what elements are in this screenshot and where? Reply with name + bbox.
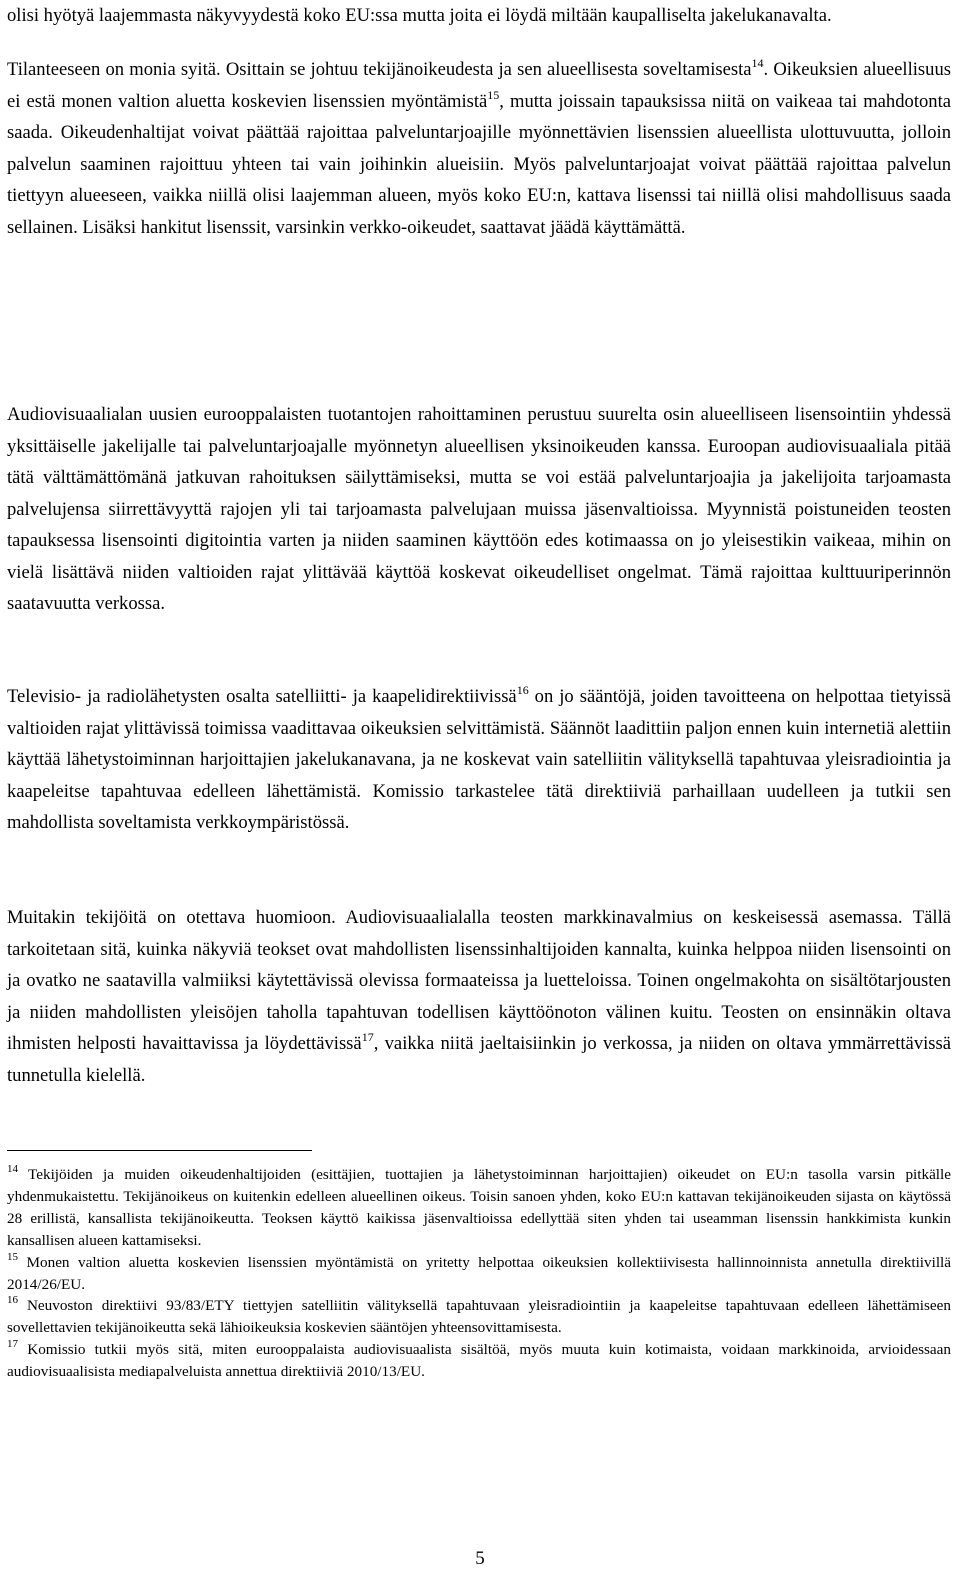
paragraph-audiovisual	[7, 399, 951, 620]
footnote-ref-14[interactable]: 14	[751, 56, 764, 70]
paragraph-text: , vaikka niitä jaeltaisiinkin jo verkossa, ja niiden on oltava ymmärrettävissä tunnetulla kielellä.	[7, 1033, 952, 1086]
paragraph-text: Tilanteeseen on monia syitä. Osittain se johtuu tekijänoikeudesta ja sen alueellisesta soveltamisesta	[7, 59, 752, 80]
footnote-number: 16	[7, 1294, 18, 1307]
footnote-17	[7, 1339, 951, 1383]
footnote-text: Neuvoston direktiivi 93/83/ETY tiettyjen satelliitin välityksellä tapahtuvaan yleisradiointiin ja kaapeleitse tapahtuvaan edelleen lähettämiseen sovellettavien tekijänoikeutta sekä lähioikeuksia koskevien sääntöjen yhteensovittamisesta.	[7, 1297, 951, 1337]
paragraph-text: . Oikeuksien alueellisuus ei estä monen valtion aluetta koskevien lisenssien myöntämistä	[7, 59, 951, 112]
footnote-number: 15	[7, 1250, 18, 1263]
paragraph-continued	[7, 0, 951, 32]
footnote-separator	[7, 1150, 312, 1151]
footnote-text: Monen valtion aluetta koskevien lisenssien myöntämistä on yritetty helpottaa oikeuksien kollektiivisesta hallinnoinnista annetulla direktiivillä 2014/26/EU.	[7, 1253, 951, 1293]
footnote-text: Komissio tutkii myös sitä, miten eurooppalaista audiovisuaalista sisältöä, myös muuta kuin kotimaista, voidaan markkinoida, arvioidessaan audiovisuaalisista mediapalveluista annettua direktiiviä 2010/13/EU.	[7, 1341, 951, 1381]
paragraph-text: on jo sääntöjä, joiden tavoitteena on helpottaa tietyissä valtioiden rajat ylittävissä toimissa vaadittavaa oikeuksien selvittämistä. Säännöt laadittiin paljon ennen kuin internetiä alettiin käyttää lähetystoiminnan harjoittajien jakelukanavana, ja ne koskevat vain satelliitin välityksellä tapahtuvaa yleisradiointia ja kaapeleitse tapahtuvaa edelleen lähettämistä. Komissio tarkastelee tätä direktiiviä parhaillaan uudelleen ja tutkii sen mahdollista soveltamista verkkoympäristössä.	[7, 686, 951, 833]
paragraph-reasons	[7, 54, 951, 243]
footnote-15	[7, 1252, 951, 1296]
paragraph-text: Muitakin tekijöitä on otettava huomioon. Audiovisuaalialalla teosten markkinavalmius on keskeisessä asemassa. Tällä tarkoitetaan sitä, kuinka näkyviä teokset ovat mahdollisten lisenssinhaltijoiden kannalta, kuinka helppoa niiden lisensointi on ja ovatko ne saatavilla valmiiksi käytettävissä olevissa formaateissa ja luetteloissa. Toinen ongelmakohta on sisältötarjousten ja niiden mahdollisten yleisöjen taholla tapahtuvan todellisen käyttöönoton välinen kuitu. Teosten on ensinnäkin oltava ihmisten helposti havaittavissa ja löydettävissä	[7, 907, 951, 1054]
paragraph-broadcasting	[7, 681, 951, 839]
paragraph-text: Audiovisuaalialan uusien eurooppalaisten tuotantojen rahoittaminen perustuu suurelta osin alueelliseen lisensointiin yhdessä yksittäiselle jakelijalle tai palveluntarjoajalle myönnetyn alueellisen yksinoikeuden kanssa. Euroopan audiovisuaaliala pitää tätä välttämättömänä jatkuvan rahoituksen säilyttämiseksi, mutta se voi estää palveluntarjoajia ja jakelijoita tarjoamasta palvelujensa siirrettävyyttä rajojen yli tai tarjoamasta palvelujaan muissa jäsenvaltioissa. Myynnistä poistuneiden teosten tapauksessa lisensointi digitointia varten ja niiden saaminen käyttöön edes kotimaassa on jo yleisestikin vaikeaa, mihin on vielä lisättävä niiden valtioiden rajat ylittävää käyttöä koskevat oikeudelliset ongelmat. Tämä rajoittaa kulttuuriperinnön saatavuutta verkossa.	[7, 404, 951, 614]
paragraph-other-factors	[7, 902, 951, 1091]
footnotes	[7, 1164, 951, 1383]
footnote-ref-16[interactable]: 16	[516, 683, 529, 697]
footnote-text: Tekijöiden ja muiden oikeudenhaltijoiden (esittäjien, tuottajien ja lähetystoiminnan harjoittajien) oikeudet on EU:n tasolla varsin pitkälle yhdenmukaistettu. Tekijänoikeus on kuitenkin edelleen alueellinen oikeus. Toisin sanoen yhden, koko EU:n kattavan tekijänoikeuden sijasta on käytössä 28 erillistä, kansallista tekijänoikeutta. Teoksen käyttö kaikissa jäsenvaltioissa edellyttää siten yhden tai useamman lisenssin hankkimista kunkin kansallisen alueen kattamiseksi.	[7, 1166, 951, 1249]
footnote-14	[7, 1164, 951, 1252]
footnote-number: 14	[7, 1163, 18, 1175]
paragraph-text: Televisio- ja radiolähetysten osalta satelliitti- ja kaapelidirektiivissä	[7, 686, 517, 707]
paragraph-text: , mutta joissain tapauksissa niitä on vaikeaa tai mahdotonta saada. Oikeudenhaltijat voivat päättää rajoittaa palveluntarjoajille myönnettävien lisenssien alueellista ulottuvuutta, jolloin palvelun saaminen rajoittuu yhteen tai vain joihinkin alueisiin. Myös palveluntarjoajat voivat päättää rajoittaa palvelun tiettyyn alueeseen, vaikka niillä olisi laajemman alueen, myös koko EU:n, kattava lisenssi tai niillä olisi mahdollisuus saada sellainen. Lisäksi hankitut lisenssit, varsinkin verkko-oikeudet, saattavat jäädä käyttämättä.	[7, 90, 952, 238]
paragraph-text: olisi hyötyä laajemmasta näkyvyydestä koko EU:ssa mutta joita ei löydä miltään kaupalliselta jakelukanavalta.	[7, 5, 832, 26]
footnote-ref-15[interactable]: 15	[487, 87, 500, 102]
page-number	[0, 1548, 960, 1570]
footnote-16	[7, 1295, 951, 1339]
footnote-number: 17	[7, 1338, 18, 1351]
page-number-text: 5	[475, 1548, 485, 1569]
footnote-ref-17[interactable]: 17	[361, 1030, 374, 1044]
